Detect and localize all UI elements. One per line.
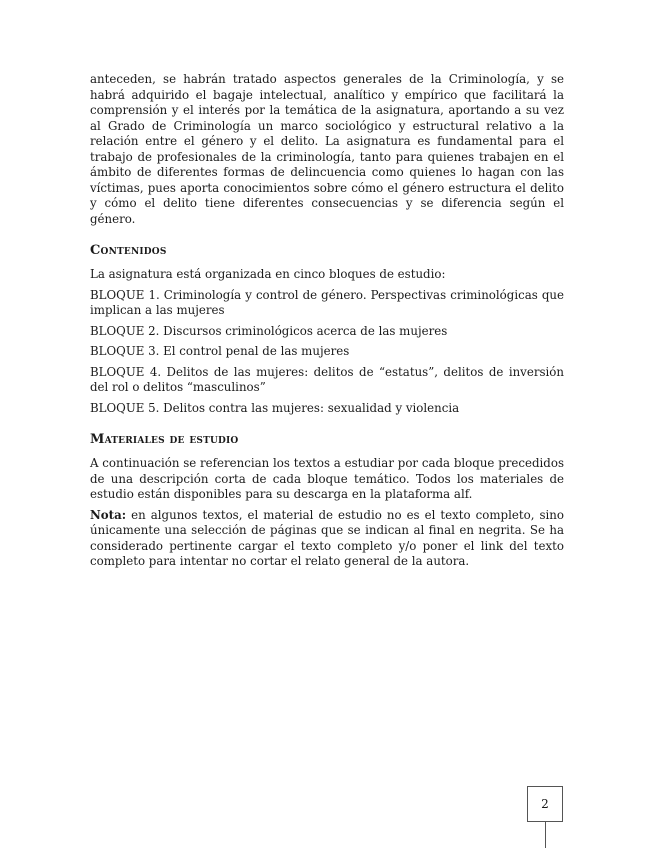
materiales-heading: Materiales de estudio	[90, 432, 239, 447]
bloque-4: BLOQUE 4. Delitos de las mujeres: delitos de “estatus”, delitos de inversión del rol o delitos “masculinos”	[90, 364, 564, 394]
nota-paragraph	[90, 508, 564, 570]
page-content	[90, 72, 564, 570]
page-number-box	[527, 786, 563, 822]
bloque-2: BLOQUE 2. Discursos criminológicos acerca de las mujeres	[90, 323, 448, 338]
contenidos-intro: La asignatura está organizada en cinco bloques de estudio:	[90, 267, 446, 281]
intro-paragraph: anteceden, se habrán tratado aspectos generales de la Criminología, y se habrá adquirido el bagaje intelectual, analítico y empírico que facilitará la comprensión y el interés por la temática de la asignatura, aportando a su vez al Grado de Criminología un marco sociológico y estructural relativo a la relación entre el género y el delito. La asignatura es fundamental para el trabajo de profesionales de la criminología, tanto para quienes trabajen en el ámbito de diferentes formas de delincuencia como quienes lo hagan con las víctimas, pues aporta conocimientos sobre cómo el género estructura el delito y cómo el delito tiene diferentes consecuencias y se diferencia según el género.	[90, 72, 564, 226]
bloque-1: BLOQUE 1. Criminología y control de género. Perspectivas criminológicas que implican a las mujeres	[90, 287, 564, 317]
nota-text: en algunos textos, el material de estudio no es el texto completo, sino únicamente una selección de páginas que se indican al final en negrita. Se ha considerado pertinente cargar el texto completo y/o poner el link del texto completo para intentar no cortar el relato general de la autora.	[90, 507, 564, 568]
page-number-line	[545, 822, 546, 848]
nota-label: Nota:	[90, 507, 127, 522]
materiales-paragraph: A continuación se referencian los textos a estudiar por cada bloque precedidos de una descripción corta de cada bloque temático. Todos los materiales de estudio están disponibles para su descarga en la plataforma alf.	[90, 456, 564, 501]
bloque-3: BLOQUE 3. El control penal de las mujeres	[90, 344, 350, 358]
contenidos-heading: Contenidos	[90, 243, 167, 258]
page-number: 2	[541, 797, 549, 811]
bloque-5: BLOQUE 5. Delitos contra las mujeres: sexualidad y violencia	[90, 400, 460, 415]
